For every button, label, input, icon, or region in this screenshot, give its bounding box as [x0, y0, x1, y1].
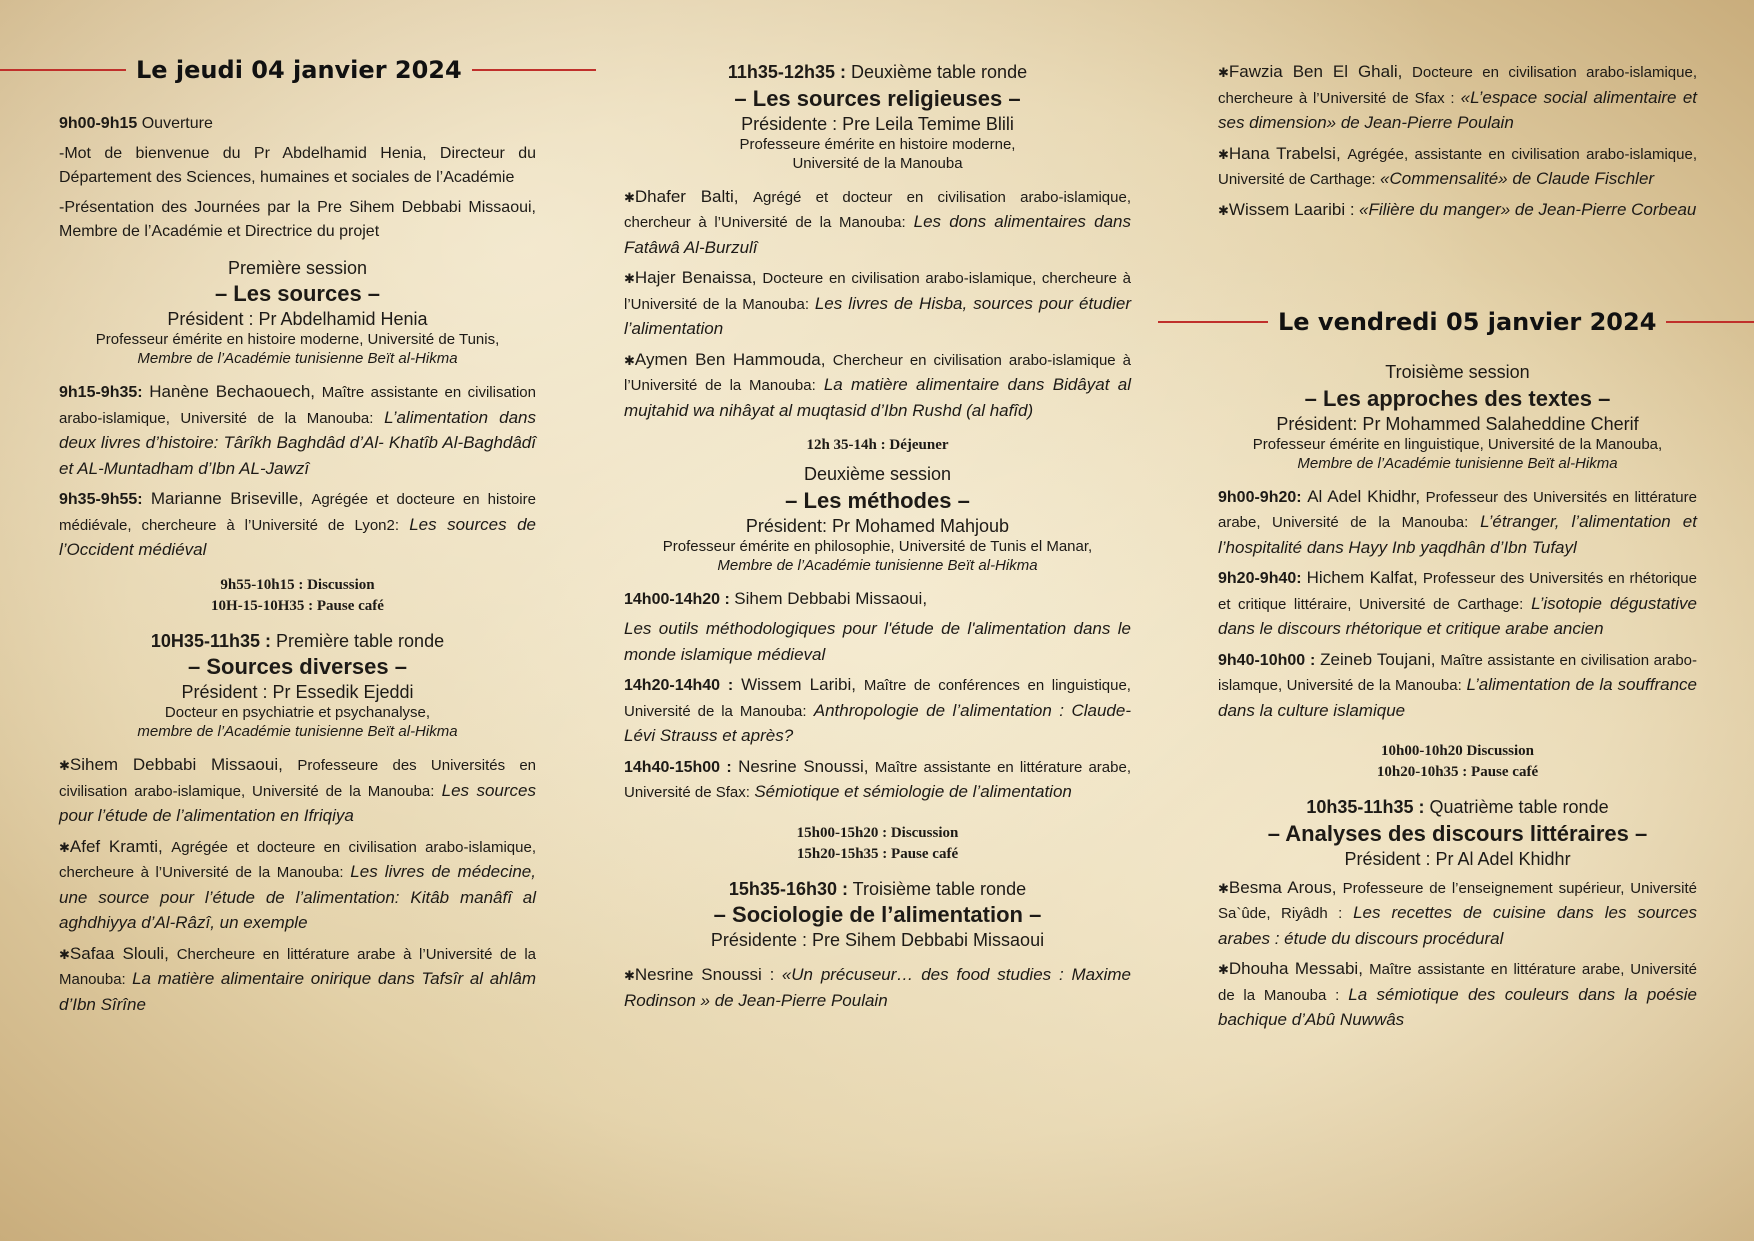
list-item: ✱Besma Arous, Professeure de l’enseignement supérieur, Université Sa`ûde, Riyâdh : Les recettes de cuisine dans les sources arabes : étude du discours procédural	[1218, 877, 1698, 948]
talk-item: 9h15-9h35: Hanène Bechaouech, Maître assistante en civilisation arabo-islamique, Université de la Manouba: L’alimentation dans deux livres d’histoire: Târîkh Baghdâd d’Al- Khatîb Al-Baghdâdî et AL-Muntadham d’Ibn AL-Jawzî	[59, 382, 536, 478]
bullet-icon: ✱	[624, 189, 635, 205]
header-rule-left	[0, 69, 126, 71]
bullet-icon: ✱	[624, 352, 635, 368]
session2-block: Deuxième session – Les méthodes – Président: Pr Mohamed Mahjoub Professeur émérite en philosophie, Université de Tunis el Manar, Membre de l’Académie tunisienne Beït al-Hikma	[624, 462, 1131, 575]
list-item: ✱Sihem Debbabi Missaoui, Professeure des Universités en civilisation arabo-islamique, Université de la Manouba: Les sources pour l’étude de l’alimentation en Ifriqiya	[59, 755, 537, 825]
header-rule-right	[472, 69, 596, 71]
round-title: – Sources diverses –	[188, 654, 407, 679]
bullet-icon: ✱	[1218, 65, 1229, 80]
round-chair: Présidente : Pre Leila Temime Blili	[741, 113, 1014, 134]
talk-item: 14h40-15h00 : Nesrine Snoussi, Maître assistante en littérature arabe, Université de Sfax: Sémiotique et sémiologie de l’alimentation	[624, 756, 1131, 801]
lunch-info: 12h 35-14h : Déjeuner	[806, 437, 949, 453]
list-item: ✱Wissem Laaribi : «Filière du manger» de Jean-Pierre Corbeau	[1218, 199, 1697, 219]
opening-item: -Mot de bienvenue du Pr Abdelhamid Henia, Directeur du Département des Sciences, humaines et sociales de l’Académie	[59, 144, 536, 186]
day2-header	[1158, 308, 1754, 336]
day1-title: Le jeudi 04 janvier 2024	[136, 56, 462, 84]
chair-desc: Membre de l’Académie tunisienne Beït al-Hikma	[137, 350, 458, 367]
session-title: – Les sources –	[214, 281, 381, 306]
list-item: ✱Nesrine Snoussi : «Un précuseur… des food studies : Maxime Rodinson » de Jean-Pierre Poulain	[624, 965, 1131, 1010]
round4-block: 10h35-11h35 : Quatrième table ronde – Analyses des discours littéraires – Président : Pr Al Adel Khidhr	[1218, 795, 1697, 870]
round-chair: Président : Pr Al Adel Khidhr	[1344, 848, 1571, 869]
bullet-icon: ✱	[1218, 880, 1229, 896]
column-1	[59, 112, 536, 1023]
header-rule-right	[1666, 321, 1754, 323]
break-info: 15h20-15h35 : Pause café	[796, 845, 959, 862]
session-chair: Président: Pr Mohammed Salaheddine Cherif	[1276, 413, 1639, 434]
list-item: ✱Safaa Slouli, Chercheure en littérature arabe à l’Université de la Manouba: La matière alimentaire onirique dans Tafsîr al ahlâm d’Ibn Sîrîne	[59, 943, 536, 1014]
bullet-icon: ✱	[59, 839, 70, 855]
column-2	[624, 60, 1131, 1019]
bullet-icon: ✱	[624, 968, 635, 983]
bullet-icon: ✱	[1218, 962, 1229, 977]
break-info: 9h55-10h15 : Discussion	[220, 576, 375, 593]
round3-block: 15h35-16h30 : Troisième table ronde – Sociologie de l’alimentation – Présidente : Pre Sihem Debbabi Missaoui	[624, 877, 1131, 952]
session-title: – Les approches des textes –	[1304, 385, 1611, 411]
list-item: ✱Hana Trabelsi, Agrégée, assistante en civilisation arabo-islamique, Université de Carthage: «Commensalité» de Claude Fischler	[1218, 143, 1697, 188]
round-chair: Présidente : Pre Sihem Debbabi Missaoui	[710, 930, 1045, 950]
round-title: – Sociologie de l’alimentation –	[713, 902, 1042, 927]
opening-time: 9h00-9h15	[59, 115, 138, 132]
day1-header	[0, 56, 596, 84]
bullet-icon: ✱	[624, 271, 635, 286]
header-rule-left	[1158, 321, 1268, 323]
list-item: ✱Fawzia Ben El Ghali, Docteure en civilisation arabo-islamique, chercheure à l’Université de Sfax : «L’espace social alimentaire et ses dimension» de Jean-Pierre Poulain	[1218, 62, 1698, 132]
break-info: 15h00-15h20 : Discussion	[796, 824, 959, 841]
bullet-icon: ✱	[59, 946, 70, 962]
bullet-icon: ✱	[59, 758, 70, 773]
list-item: ✱Hajer Benaissa, Docteure en civilisation arabo-islamique, chercheure à l’Université de la Manouba: Les livres de Hisba, sources pour étudier l’alimentation	[624, 268, 1131, 338]
list-item: ✱Aymen Ben Hammouda, Chercheur en civilisation arabo-islamique à l’Université de la Manouba: La matière alimentaire dans Bidâyat al mujtahid wa nihâyat al muqtasid d’Ibn Rushd (al hafîd)	[624, 349, 1131, 420]
session3-block: Troisième session – Les approches des textes – Président: Pr Mohammed Salaheddine Cherif Professeur émérite en linguistique, Université de la Manouba, Membre de l’Académie tunisienne Beït al-Hikma	[1218, 360, 1697, 473]
talk-item: 9h00-9h20: Al Adel Khidhr, Professeur des Universités en littérature arabe, Université de la Manouba: L’étranger, l’alimentation et l’hospitalité dans Hayy Inb yaqdhân d’Ibn Tufayl	[1218, 486, 1697, 557]
break-info: 10h00-10h20 Discussion	[1381, 743, 1534, 759]
round2-block: 11h35-12h35 : Deuxième table ronde – Les sources religieuses – Présidente : Pre Leila Temime Blili Professeure émérite en histoire moderne, Université de la Manouba	[624, 60, 1131, 173]
round-chair: Président : Pr Essedik Ejeddi	[181, 682, 414, 702]
list-item: ✱Dhouha Messabi, Maître assistante en littérature arabe, Université de la Manouba : La sémiotique des couleurs dans la poésie bachique d’Abû Nuwwâs	[1218, 959, 1697, 1029]
break-info: 10H-15-10H35 : Pause café	[211, 597, 384, 614]
talk-title: Les outils méthodologiques pour l'étude de l'alimentation dans le monde islamique médieval	[624, 619, 1131, 664]
day2-title: Le vendredi 05 janvier 2024	[1278, 308, 1657, 336]
talk-item: 9h40-10h00 : Zeineb Toujani, Maître assistante en civilisation arabo-islamque, Université de la Manouba: L’alimentation de la souffrance dans la culture islamique	[1218, 649, 1697, 720]
column-3-lower	[1218, 360, 1697, 1039]
round-title: – Analyses des discours littéraires –	[1267, 820, 1648, 846]
list-item: ✱Afef Kramti, Agrégée et docteure en civilisation arabo-islamique, chercheure à l’Université de la Manouba: Les livres de médecine, une source pour l’étude de l’alimentation: Kitâb manâfî al aghdhiyya d’Al-Râzî, un exemple	[59, 836, 536, 932]
session-chair: Président : Pr Abdelhamid Henia	[167, 309, 428, 329]
list-item: ✱Dhafer Balti, Agrégé et docteur en civilisation arabo-islamique, chercheur à l’Université de la Manouba: Les dons alimentaires dans Fatâwâ Al-Burzulî	[624, 186, 1131, 257]
session1-block	[59, 256, 536, 369]
bullet-icon: ✱	[1218, 202, 1229, 218]
talk-item: 14h20-14h40 : Wissem Laribi, Maître de conférences en linguistique, Université de la Manouba: Anthropologie de l’alimentation : Claude-Lévi Strauss et après?	[624, 675, 1131, 745]
talk-item: 14h00-14h20 : Sihem Debbabi Missaoui,	[624, 588, 928, 608]
talk-item: 9h35-9h55: Marianne Briseville, Agrégée et docteure en histoire médiévale, chercheure à l’Université de Lyon2: Les sources de l’Occident médiéval	[59, 489, 537, 559]
opening-item: -Présentation des Journées par la Pre Sihem Debbabi Missaoui, Membre de l’Académie et Directrice du projet	[59, 198, 536, 240]
session-label: Première session	[227, 257, 368, 278]
talk-item: 9h20-9h40: Hichem Kalfat, Professeur des Universités en rhétorique et critique littéraire, Université de Carthage: L’isotopie dégustative dans le discours rhétorique et critique arabe ancien	[1218, 568, 1697, 638]
round1-block: 10H35-11h35 : Première table ronde – Sources diverses – Président : Pr Essedik Ejeddi Docteur en psychiatrie et psychanalyse, membre de l’Académie tunisienne Beït al-Hikma	[59, 629, 536, 742]
column-3	[1218, 60, 1697, 228]
break-info: 10h20-10h35 : Pause café	[1376, 764, 1539, 780]
bullet-icon: ✱	[1218, 146, 1229, 162]
chair-desc: Professeur émérite en histoire moderne, Université de Tunis,	[95, 331, 500, 348]
session-chair: Président: Pr Mohamed Mahjoub	[745, 515, 1010, 536]
opening-label: Ouverture	[141, 115, 213, 132]
round-title: – Les sources religieuses –	[734, 85, 1021, 111]
session-title: – Les méthodes –	[785, 487, 970, 513]
